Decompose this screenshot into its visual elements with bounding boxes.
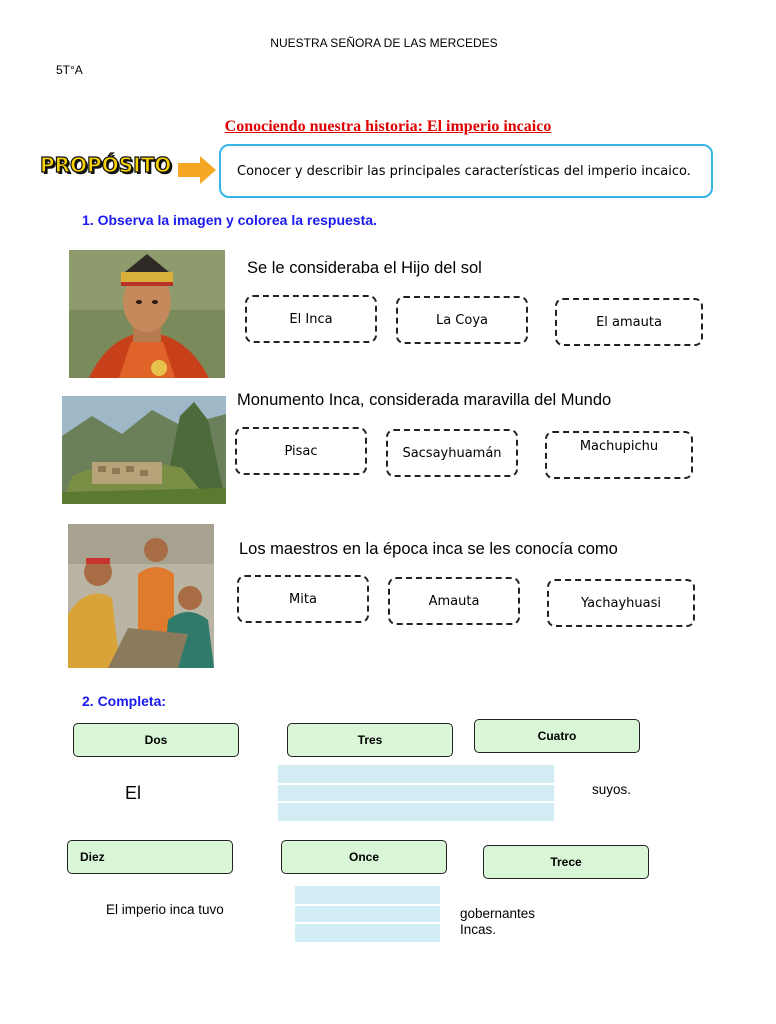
statement-3: Los maestros en la época inca se les conocía como bbox=[239, 540, 618, 558]
option-trece[interactable]: Trece bbox=[483, 845, 649, 879]
option-el-amauta[interactable]: El amauta bbox=[555, 298, 703, 346]
purpose-box bbox=[219, 144, 713, 198]
statement-2: Monumento Inca, considerada maravilla del Mundo bbox=[237, 391, 612, 409]
sentence-1-prefix: El bbox=[125, 783, 142, 803]
option-pisac[interactable]: Pisac bbox=[235, 427, 367, 475]
question-2-heading: 2. Completa: bbox=[82, 693, 167, 709]
blank-line bbox=[295, 922, 440, 924]
question-1-heading: 1. Observa la imagen y colorea la respuesta. bbox=[82, 212, 377, 228]
arrow-head-icon bbox=[200, 156, 216, 184]
option-el-inca[interactable]: El Inca bbox=[245, 295, 377, 343]
option-yachayhuasi[interactable]: Yachayhuasi bbox=[547, 579, 695, 627]
purpose-text: Conocer y describir las principales características del imperio incaico. bbox=[237, 163, 691, 179]
option-dos[interactable]: Dos bbox=[73, 723, 239, 757]
sentence-1-suffix: suyos. bbox=[592, 782, 632, 797]
answer-blank-gobernantes[interactable] bbox=[295, 886, 440, 942]
option-cuatro[interactable]: Cuatro bbox=[474, 719, 640, 753]
option-once[interactable]: Once bbox=[281, 840, 447, 874]
option-tres[interactable]: Tres bbox=[287, 723, 453, 757]
machu-picchu-image bbox=[62, 396, 226, 504]
sentence-2-prefix: El imperio inca tuvo bbox=[106, 902, 224, 917]
sentence-2-suffix: gobernantes Incas. bbox=[460, 906, 536, 937]
option-machupichu[interactable]: Machupichu bbox=[545, 431, 693, 479]
blank-line bbox=[278, 783, 554, 785]
inca-portrait-image bbox=[69, 250, 225, 378]
statement-1: Se le consideraba el Hijo del sol bbox=[247, 259, 482, 277]
grade-label: 5T°A bbox=[56, 63, 83, 77]
option-amauta[interactable]: Amauta bbox=[388, 577, 520, 625]
arrow-right-icon bbox=[178, 163, 202, 177]
page-title: Conociendo nuestra historia: El imperio incaico bbox=[224, 118, 552, 135]
option-mita[interactable]: Mita bbox=[237, 575, 369, 623]
option-diez[interactable]: Diez bbox=[67, 840, 233, 874]
purpose-badge: PROPÓSITO bbox=[40, 153, 172, 177]
blank-line bbox=[295, 904, 440, 906]
inca-teachers-image bbox=[68, 524, 214, 668]
blank-line bbox=[278, 801, 554, 803]
option-la-coya[interactable]: La Coya bbox=[396, 296, 528, 344]
answer-blank-suyos[interactable] bbox=[278, 765, 554, 821]
option-sacsayhuaman[interactable]: Sacsayhuamán bbox=[386, 429, 518, 477]
school-name: NUESTRA SEÑORA DE LAS MERCEDES bbox=[270, 36, 498, 50]
